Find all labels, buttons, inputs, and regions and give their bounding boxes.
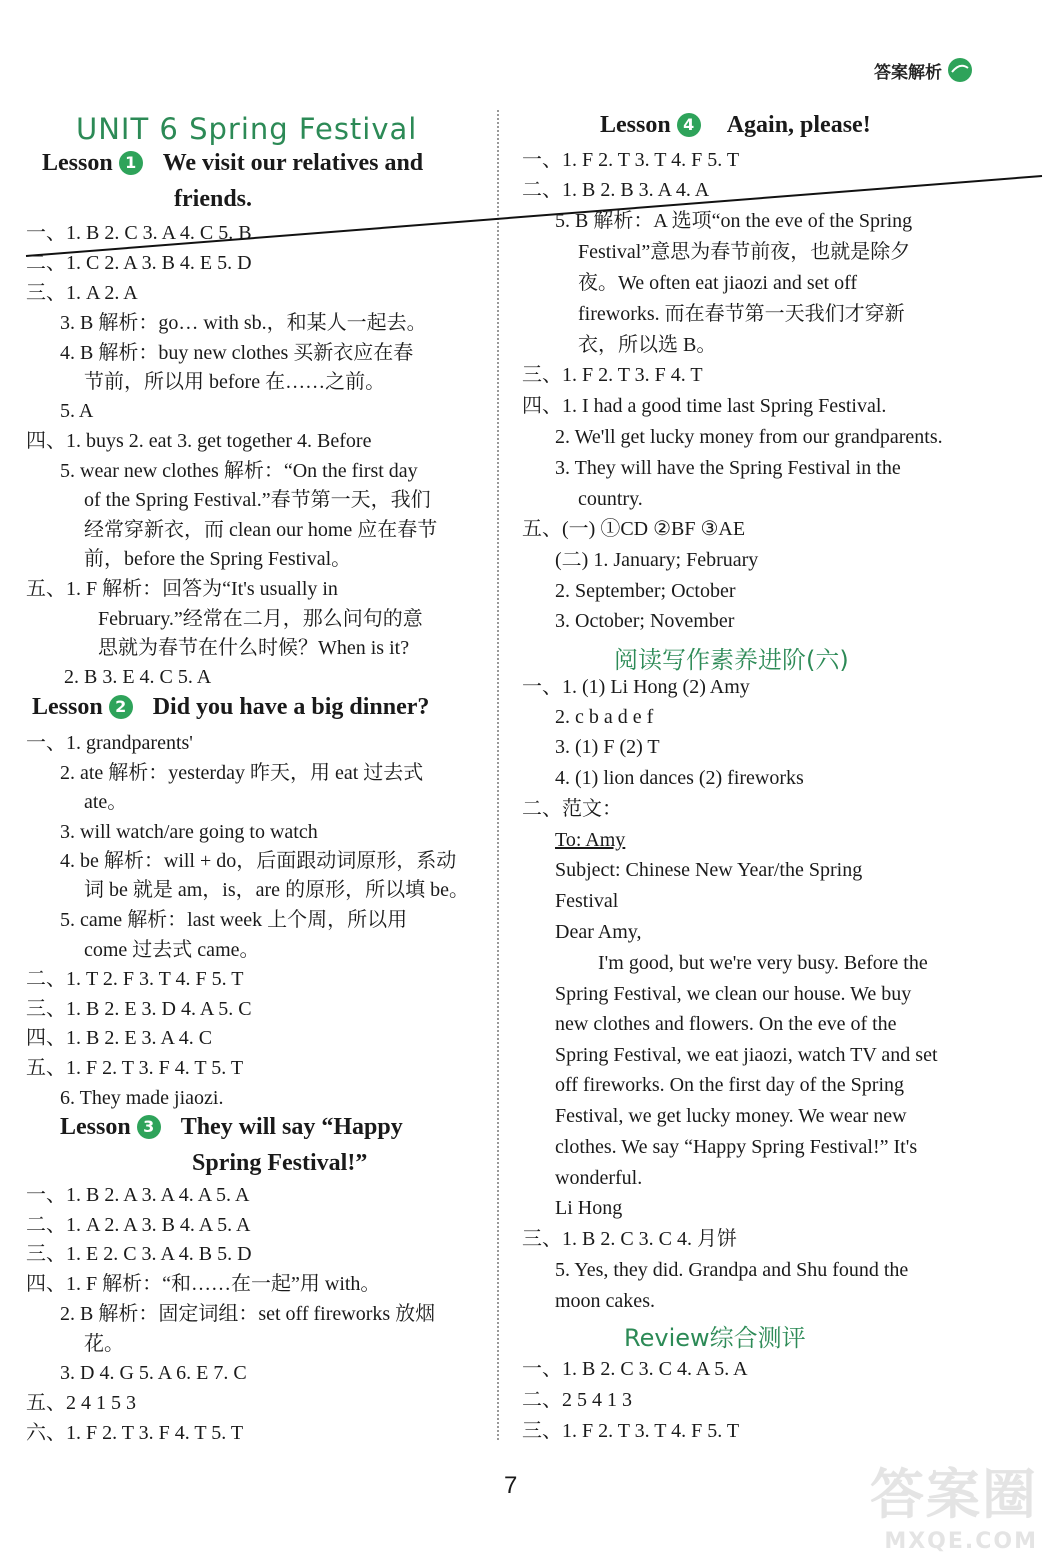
answer-line: 4. be 解析：will + do，后面跟动词原形，系动 [60, 850, 457, 872]
lesson-label: Lesson [32, 694, 103, 720]
page-number: 7 [504, 1472, 518, 1499]
answer-line: 一、1. B 2. A 3. A 4. A 5. A [26, 1184, 250, 1206]
lesson-4-heading [600, 112, 871, 139]
header-label: 答案解析 [874, 63, 942, 83]
answer-line: 三、1. E 2. C 3. A 4. B 5. D [26, 1243, 252, 1265]
answer-line: clothes. We say “Happy Spring Festival!” It's [555, 1136, 918, 1158]
answer-line: 经常穿新衣，而 clean our home 应在春节 [84, 519, 438, 541]
answer-line: 二、范文： [522, 798, 622, 820]
lesson-title: Again, please! [726, 112, 871, 138]
answer-line: 2. c b a d e f [555, 706, 654, 728]
answer-line: 夜。We often eat jiaozi and set off [578, 272, 858, 294]
answer-line: 三、1. B 2. C 3. C 4. 月饼 [522, 1228, 738, 1250]
lesson-number-badge: 2 [109, 695, 133, 719]
watermark-url: MXQE.COM [884, 1529, 1038, 1554]
answer-line: Dear Amy, [555, 921, 642, 943]
answer-line: I'm good, but we're very busy. Before the [598, 952, 928, 974]
lesson-number-badge: 3 [137, 1115, 161, 1139]
answer-line: 四、1. buys 2. eat 3. get together 4. Before [26, 430, 372, 452]
lesson-title: They will say “Happy [180, 1114, 403, 1140]
answer-line: 前，before the Spring Festival。 [84, 548, 352, 570]
answer-line: 3. D 4. G 5. A 6. E 7. C [60, 1362, 247, 1384]
lesson-title: We visit our relatives and [162, 150, 424, 176]
answer-line: off fireworks. On the first day of the Spring [555, 1074, 905, 1096]
answer-line: 5. A [60, 400, 94, 422]
answer-line: 3. (1) F (2) T [555, 736, 660, 758]
answer-line: 二、2 5 4 1 3 [522, 1389, 632, 1411]
lesson-2-heading [32, 694, 429, 721]
watermark [870, 1452, 1038, 1554]
answer-line: 4. B 解析：buy new clothes 买新衣应在春 [60, 342, 414, 364]
lesson-label: Lesson [42, 150, 113, 176]
answer-line: 节前，所以用 before 在……之前。 [84, 371, 386, 393]
lesson-label: Lesson [60, 1114, 131, 1140]
answer-line: 5. came 解析：last week 上个周，所以用 [60, 909, 408, 931]
answer-line: February.”经常在二月，那么问句的意 [98, 608, 423, 630]
answer-line: 3. will watch/are going to watch [60, 821, 318, 843]
lesson-1-title-cont: friends. [174, 186, 252, 212]
answer-line: 四、1. I had a good time last Spring Festival. [522, 395, 887, 417]
answer-line: 三、1. B 2. E 3. D 4. A 5. C [26, 998, 252, 1020]
email-subject-line: Subject: Chinese New Year/the Spring [555, 859, 863, 881]
answer-line: 四、1. F 解析：“和……在一起”用 with。 [26, 1273, 381, 1295]
lesson-3-title-cont: Spring Festival!” [192, 1150, 368, 1176]
answer-line: 3. B 解析：go… with sb.，和某人一起去。 [60, 312, 427, 334]
lesson-3-heading [60, 1114, 403, 1141]
answer-line: 5. Yes, they did. Grandpa and Shu found the [555, 1259, 909, 1281]
lesson-number-badge: 4 [677, 113, 701, 137]
answer-line: 二、1. A 2. A 3. B 4. A 5. A [26, 1214, 251, 1236]
answer-line: Spring Festival, we eat jiaozi, watch TV and set [555, 1044, 938, 1066]
lesson-number-badge: 1 [119, 151, 143, 175]
answer-line: Festival [555, 890, 619, 912]
answer-line: new clothes and flowers. On the eve of the [555, 1013, 897, 1035]
answer-line: 五、1. F 2. T 3. F 4. T 5. T [26, 1057, 244, 1079]
answer-line: 词 be 就是 am，is，are 的原形，所以填 be。 [84, 879, 469, 901]
answer-line: 三、1. F 2. T 3. F 4. T [522, 364, 703, 386]
answer-line: (二) 1. January; February [555, 549, 759, 571]
answer-line: 4. (1) lion dances (2) fireworks [555, 767, 804, 789]
answer-line: 四、1. B 2. E 3. A 4. C [26, 1027, 213, 1049]
answer-line: country. [578, 488, 643, 510]
answer-line: Spring Festival, we clean our house. We buy [555, 983, 912, 1005]
answer-line: moon cakes. [555, 1290, 655, 1312]
answer-line: come 过去式 came。 [84, 939, 260, 961]
answer-line: 六、1. F 2. T 3. F 4. T 5. T [26, 1422, 244, 1444]
answer-line: 一、1. (1) Li Hong (2) Amy [522, 676, 750, 698]
answer-line: 思就为春节在什么时候？When is it? [98, 637, 410, 659]
review-title: Review综合测评 [624, 1324, 806, 1352]
lesson-label: Lesson [600, 112, 671, 138]
answer-line: 一、1. B 2. C 3. C 4. A 5. A [522, 1358, 748, 1380]
lesson-1-heading [42, 150, 423, 177]
answer-line: 一、1. B 2. C 3. A 4. C 5. B [26, 222, 252, 244]
email-to-line: To: Amy [555, 829, 626, 851]
answer-line: 2. B 3. E 4. C 5. A [64, 666, 212, 688]
answer-line: 2. September; October [555, 580, 736, 602]
column-divider [497, 110, 499, 1440]
answer-line: Li Hong [555, 1197, 623, 1219]
answer-line: Festival, we get lucky money. We wear new [555, 1105, 907, 1127]
answer-line: of the Spring Festival.”春节第一天，我们 [84, 489, 431, 511]
answer-line: 一、1. grandparents' [26, 732, 193, 754]
answer-line: 5. wear new clothes 解析：“On the first day [60, 460, 418, 482]
answer-line: 2. We'll get lucky money from our grandparents. [555, 426, 943, 448]
answer-line: 五、1. F 解析：回答为“It's usually in [26, 578, 338, 600]
answer-line: 二、1. B 2. B 3. A 4. A [522, 179, 710, 201]
answer-line: 一、1. F 2. T 3. T 4. F 5. T [522, 149, 740, 171]
lesson-title: Did you have a big dinner? [152, 694, 430, 720]
answer-line: 二、1. T 2. F 3. T 4. F 5. T [26, 968, 244, 990]
answer-line: 花。 [84, 1333, 124, 1355]
answer-line: 二、1. C 2. A 3. B 4. E 5. D [26, 252, 252, 274]
answer-line: 5. B 解析：A 选项“on the eve of the Spring [555, 210, 913, 232]
answer-line: 6. They made jiaozi. [60, 1087, 224, 1109]
reading-writing-title: 阅读写作素养进阶(六) [614, 646, 849, 674]
answer-line: 衣，所以选 B。 [578, 334, 717, 356]
answer-line: fireworks. 而在春节第一天我们才穿新 [578, 303, 905, 325]
answer-line: 三、1. F 2. T 3. T 4. F 5. T [522, 1420, 740, 1442]
answer-line: Festival”意思为春节前夜，也就是除夕 [578, 241, 911, 263]
answer-line: 3. October; November [555, 610, 735, 632]
answer-line: ate。 [84, 791, 128, 813]
answer-line: 2. B 解析：固定词组：set off fireworks 放烟 [60, 1303, 436, 1325]
answer-line: 三、1. A 2. A [26, 282, 138, 304]
watermark-text: 答案圈 [870, 1463, 1038, 1526]
answer-line: 3. They will have the Spring Festival in the [555, 457, 901, 479]
answer-line: 五、(一) ①CD ②BF ③AE [522, 518, 746, 540]
answer-line: 五、2 4 1 5 3 [26, 1392, 136, 1414]
unit-title: UNIT 6 Spring Festival [76, 112, 418, 146]
answer-line: wonderful. [555, 1167, 643, 1189]
answer-line: 2. ate 解析：yesterday 昨天，用 eat 过去式 [60, 762, 424, 784]
